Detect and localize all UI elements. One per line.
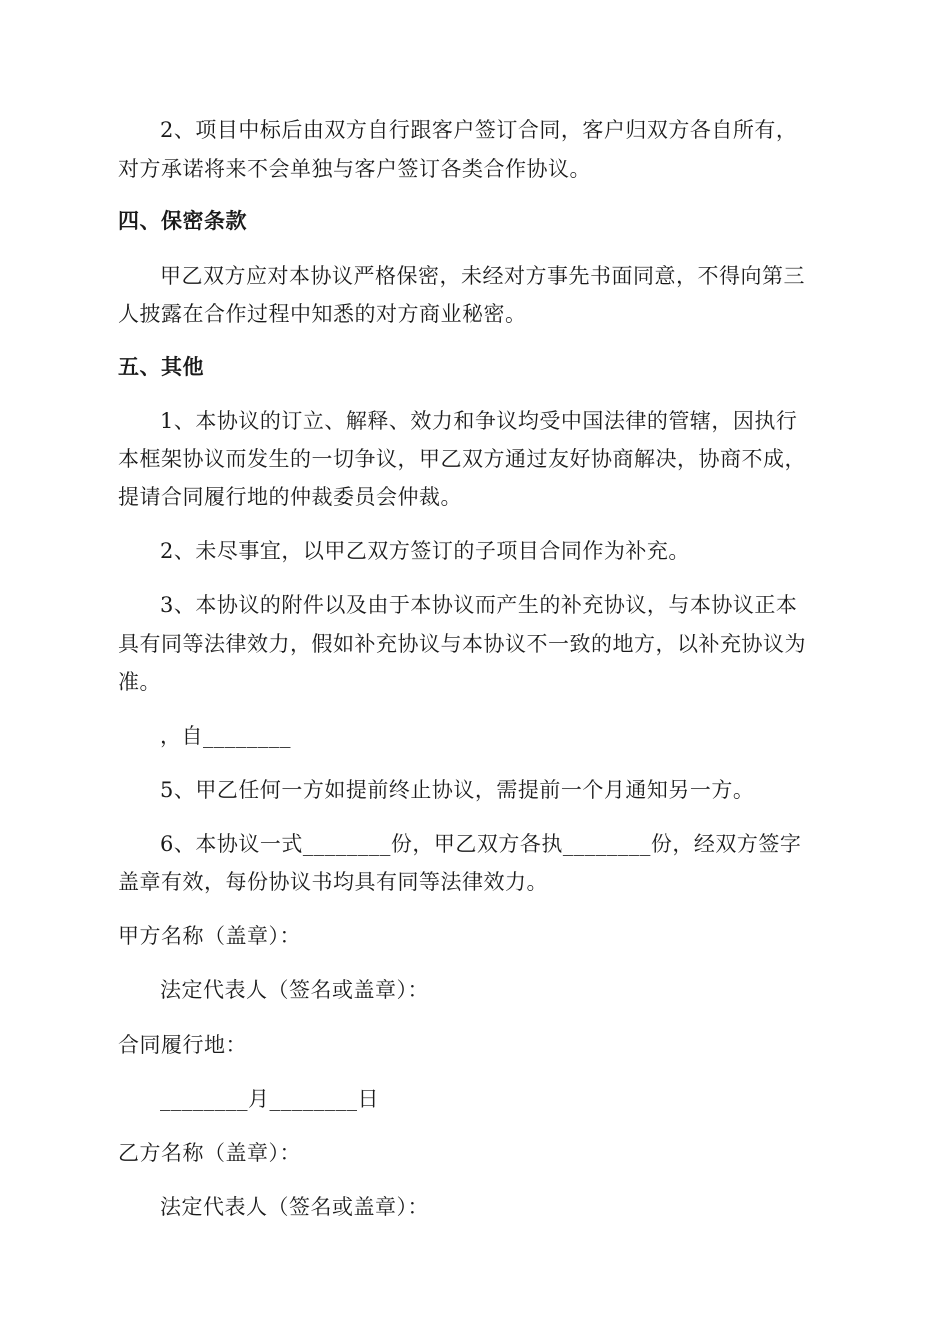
section-heading-confidentiality: 四、保密条款: [118, 209, 247, 233]
clause-5-1-line-3: 提请合同履行地的仲裁委员会仲裁。: [118, 485, 462, 509]
clause-5-4: ，自________: [160, 724, 291, 748]
clause-5-5: 5、甲乙任何一方如提前终止协议，需提前一个月通知另一方。: [160, 778, 755, 802]
clause-5-1-line-2: 本框架协议而发生的一切争议，甲乙双方通过友好协商解决，协商不成，: [118, 447, 806, 471]
confidentiality-line-1: 甲乙双方应对本协议严格保密，未经对方事先书面同意，不得向第三: [160, 264, 805, 288]
clause-5-3-line-3: 准。: [118, 670, 161, 694]
party-b-name: 乙方名称（盖章）：: [118, 1141, 301, 1165]
party-a-name: 甲方名称（盖章）：: [118, 924, 301, 948]
clause-3-2-line-2: 对方承诺将来不会单独与客户签订各类合作协议。: [118, 157, 591, 181]
confidentiality-line-2: 人披露在合作过程中知悉的对方商业秘密。: [118, 302, 527, 326]
contract-place: 合同履行地：: [118, 1033, 247, 1057]
party-b-representative: 法定代表人（签名或盖章）：: [160, 1195, 429, 1219]
clause-5-3-line-2: 具有同等法律效力，假如补充协议与本协议不一致的地方，以补充协议为: [118, 632, 806, 656]
clause-3-2-line-1: 2、项目中标后由双方自行跟客户签订合同，客户归双方各自所有，: [160, 118, 798, 142]
signing-date: ________月________日: [160, 1087, 379, 1111]
clause-5-2: 2、未尽事宜，以甲乙双方签订的子项目合同作为补充。: [160, 539, 690, 563]
clause-5-3-line-1: 3、本协议的附件以及由于本协议而产生的补充协议，与本协议正本: [160, 593, 798, 617]
clause-5-6-line-2: 盖章有效，每份协议书均具有同等法律效力。: [118, 870, 548, 894]
clause-5-6-line-1: 6、本协议一式________份，甲乙双方各执________份，经双方签字: [160, 832, 802, 856]
party-a-representative: 法定代表人（签名或盖章）：: [160, 978, 429, 1002]
clause-5-1-line-1: 1、本协议的订立、解释、效力和争议均受中国法律的管辖，因执行: [160, 409, 798, 433]
section-heading-other: 五、其他: [118, 355, 204, 379]
